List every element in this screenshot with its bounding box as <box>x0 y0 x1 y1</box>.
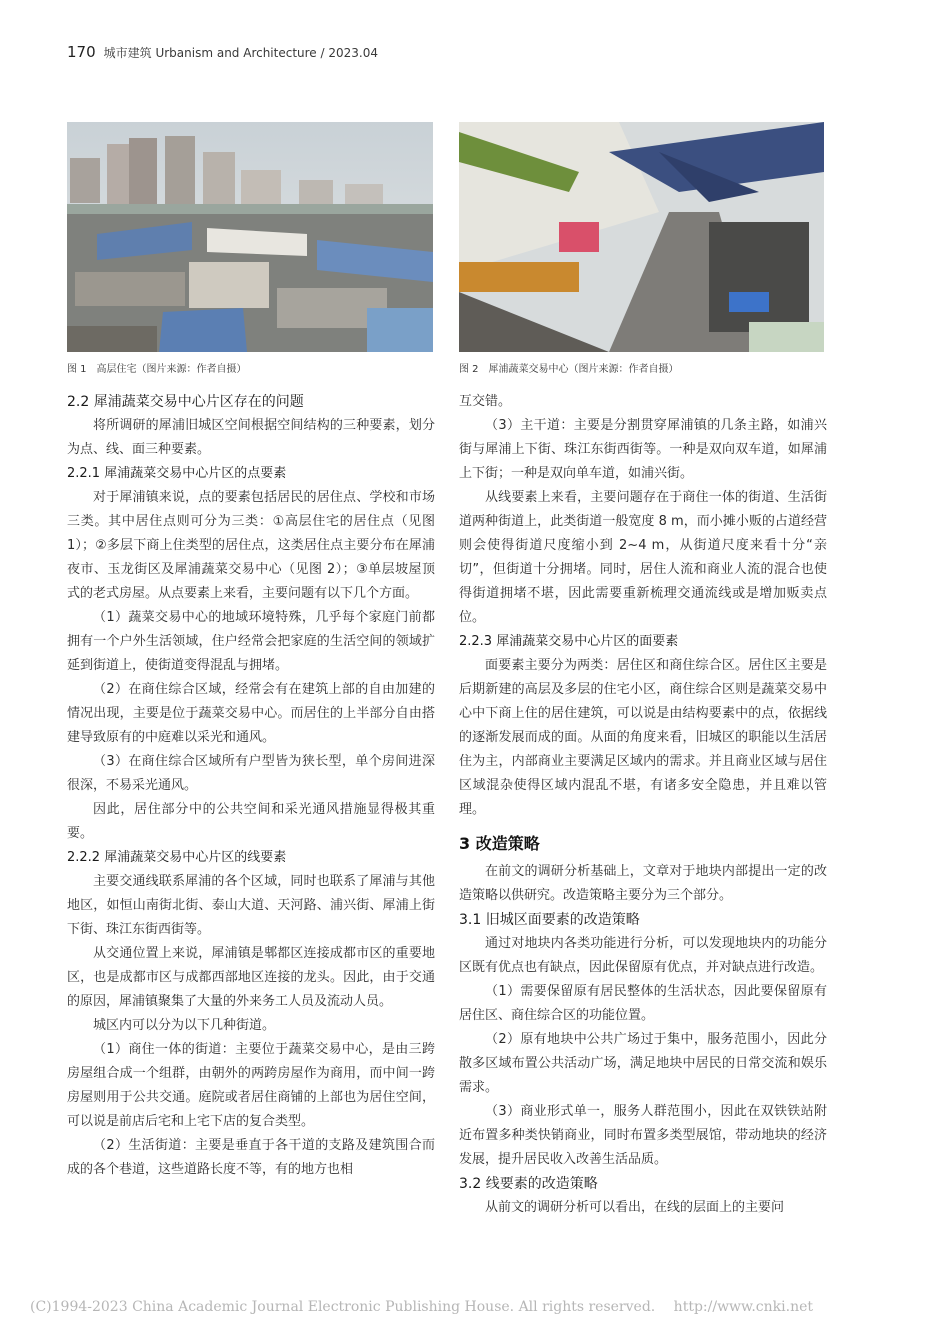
right-column <box>459 390 827 1220</box>
paragraph: 面要素主要分为两类：居住区和商住综合区。居住区主要是后期新建的高层及多层的住宅小区，商住综合区则是蔬菜交易中心中下商上住的居住建筑，可以说是由结构要素中的点，依据线的逐渐发展而成的面。从面的角度来看，旧城区的职能以生活居住为主，内部商业主要满足区域内的需求。并且商业区域与居住区域混杂使得区域内混乱不堪，有诸多安全隐患，并且难以管理。 <box>459 658 827 817</box>
paragraph: 城区内可以分为以下几种街道。 <box>93 1018 276 1033</box>
running-header <box>67 43 378 61</box>
paragraph: （2）生活街道：主要是垂直于各干道的支路及建筑围合而成的各个巷道，这些道路长度不等，有的地方也相 <box>67 1138 435 1177</box>
paragraph: （3）在商住综合区域所有户型皆为狭长型，单个房间进深很深，不易采光通风。 <box>67 754 435 793</box>
subsection-heading: 3.2 线要素的改造策略 <box>459 1176 598 1192</box>
paragraph: （2）在商住综合区域，经常会有在建筑上部的自由加建的情况出现，主要是位于蔬菜交易中心。而居住的上半部分自由搭建导致原有的中庭难以采光和通风。 <box>67 682 435 745</box>
paragraph: 因此，居住部分中的公共空间和采光通风措施显得极其重要。 <box>67 802 435 841</box>
paragraph: 将所调研的犀浦旧城区空间根据空间结构的三种要素，划分为点、线、面三种要素。 <box>67 418 435 457</box>
subsection-heading: 3.1 旧城区面要素的改造策略 <box>459 912 640 928</box>
paragraph: 通过对地块内各类功能进行分析，可以发现地块内的功能分区既有优点也有缺点，因此保留原有优点，并对缺点进行改造。 <box>459 936 827 975</box>
paragraph: 在前文的调研分析基础上，文章对于地块内部提出一定的改造策略以供研究。改造策略主要分为三个部分。 <box>459 864 827 903</box>
paragraph-continuation: 互交错。 <box>459 394 512 409</box>
subsubsection-heading: 2.2.1 犀浦蔬菜交易中心片区的点要素 <box>67 466 287 481</box>
subsubsection-heading: 2.2.2 犀浦蔬菜交易中心片区的线要素 <box>67 850 287 865</box>
paragraph: 从交通位置上来说，犀浦镇是郫都区连接成都市区的重要地区，也是成都市区与成都西部地区连接的龙头。因此，由于交通的原因，犀浦镇聚集了大量的外来务工人员及流动人员。 <box>67 946 435 1009</box>
paragraph: （3）主干道：主要是分割贯穿犀浦镇的几条主路，如浦兴街与犀浦上下街、珠江东街西街等。一种是双向双车道，如犀浦上下街；一种是双向单车道，如浦兴街。 <box>459 418 827 481</box>
paragraph: 从线要素上来看，主要问题存在于商住一体的街道、生活街道两种街道上，此类街道一般宽度 8 m，而小摊小贩的占道经营则会使得街道尺度缩小到 2~4 m，从街道尺度来看十分“亲切”，但街道十分拥堵。同时，居住人流和商业人流的混合也使得街道拥堵不堪，因此需要重新梳理交通流线或是增加贩卖点位。 <box>459 490 827 625</box>
figure-1-photo <box>67 122 433 352</box>
paragraph: 主要交通线联系犀浦的各个区域，同时也联系了犀浦与其他地区，如恒山南街北街、泰山大道、天河路、浦兴街、犀浦上街下街、珠江东街西街等。 <box>67 874 435 937</box>
subsubsection-heading: 2.2.3 犀浦蔬菜交易中心片区的面要素 <box>459 634 679 649</box>
paragraph: 从前文的调研分析可以看出，在线的层面上的主要问 <box>485 1200 785 1215</box>
paragraph: 对于犀浦镇来说，点的要素包括居民的居住点、学校和市场三类。其中居住点则可分为三类：①高层住宅的居住点（见图 1）；②多层下商上住类型的居住点，这类居住点主要分布在犀浦夜市、玉龙街区及犀浦蔬菜交易中心（见图 2）；③单层坡屋顶式的老式房屋。从点要素上来看，主要问题有以下几个方面。 <box>67 490 435 601</box>
section-heading: 3 改造策略 <box>459 834 540 853</box>
paragraph: （2）原有地块中公共广场过于集中，服务范围小，因此分散多区域布置公共活动广场，满足地块中居民的日常交流和娱乐需求。 <box>459 1032 827 1095</box>
journal-title: 城市建筑 Urbanism and Architecture / 2023.04 <box>103 46 378 60</box>
page-number: 170 <box>67 43 96 61</box>
figure-1-caption: 图 1 高层住宅（图片来源：作者自摄） <box>67 364 247 375</box>
figure-2-photo <box>459 122 824 352</box>
paragraph: （3）商业形式单一，服务人群范围小，因此在双铁铁站附近布置多种类快销商业，同时布置多类型展馆，带动地块的经济发展，提升居民收入改善生活品质。 <box>459 1104 827 1167</box>
left-column <box>67 390 435 1182</box>
subsection-heading: 2.2 犀浦蔬菜交易中心片区存在的问题 <box>67 394 304 410</box>
figure-2-caption: 图 2 犀浦蔬菜交易中心（图片来源：作者自摄） <box>459 364 679 375</box>
paragraph: （1）商住一体的街道：主要位于蔬菜交易中心，是由三跨房屋组合成一个组群，由朝外的两跨房屋作为商用，而中间一跨房屋则用于公共交通。庭院或者居住商铺的上部也为居住空间，可以说是前店后宅和上宅下店的复合类型。 <box>67 1042 435 1129</box>
paragraph: （1）蔬菜交易中心的地域环境特殊，几乎每个家庭门前都拥有一个户外生活领域，住户经常会把家庭的生活空间的领域扩延到街道上，使街道变得混乱与拥堵。 <box>67 610 435 673</box>
paragraph: （1）需要保留原有居民整体的生活状态，因此要保留原有居住区、商住综合区的功能位置。 <box>459 984 827 1023</box>
copyright-footer: (C)1994-2023 China Academic Journal Electronic Publishing House. All rights reserved. http://www.cnki.net <box>30 1299 814 1315</box>
